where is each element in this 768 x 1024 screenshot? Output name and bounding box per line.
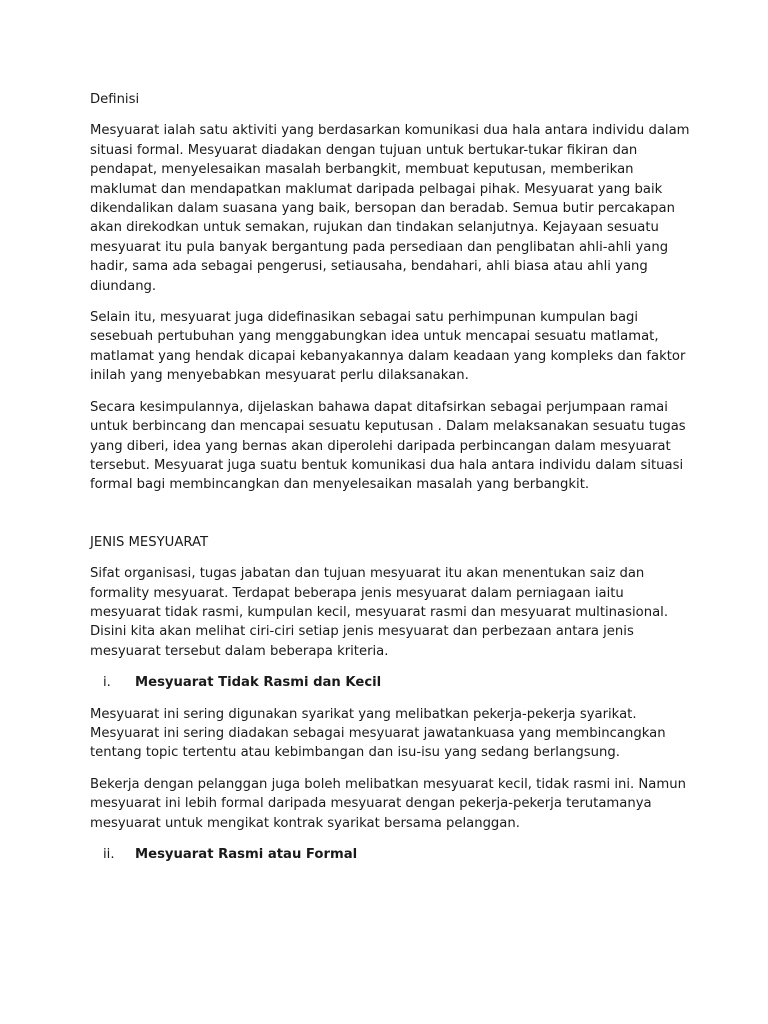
subheading-number: ii. bbox=[103, 847, 115, 862]
heading-jenis-mesyuarat: JENIS MESYUARAT bbox=[90, 534, 209, 550]
subheading-rasmi bbox=[90, 845, 690, 864]
paragraph-sifat-organisasi: Sifat organisasi, tugas jabatan dan tujuan mesyuarat itu akan menentukan saiz dan formality mesyuarat. Terdapat beberapa jenis mesyuarat dalam perniagaan iaitu mesyuarat tidak rasmi, kumpulan kecil, mesyuarat rasmi dan mesyuarat multinasional. Disini kita akan melihat ciri-ciri setiap jenis mesyuarat dan perbezaan antara jenis mesyuarat tersebut dalam beberapa kriteria. bbox=[90, 566, 669, 659]
subheading-number: i. bbox=[103, 675, 111, 691]
heading-definisi: Definisi bbox=[90, 92, 140, 107]
paragraph-kesimpulan: Secara kesimpulannya, dijelaskan bahawa dapat ditafsirkan sebagai perjumpaan ramai untuk berbincang dan mencapai sesuatu keputusan . Dalam melaksanakan sesuatu tugas yang diberi, idea yang bernas akan diperolehi daripada perbincangan dalam mesyuarat tersebut. Mesyuarat juga suatu bentuk komunikasi dua hala antara individu dalam situasi formal bagi membincangkan dan menyelesaikan masalah yang berbangkit. bbox=[90, 399, 686, 493]
paragraph-tidak-rasmi-1: Mesyuarat ini sering digunakan syarikat yang melibatkan pekerja-pekerja syarikat. Mesyuarat ini sering diadakan sebagai mesyuarat jawatankuasa yang membincangkan tentang topic tertentu atau kebimbangan dan isu-isu yang sedang berlangsung. bbox=[90, 706, 666, 761]
section-spacer bbox=[90, 507, 690, 533]
subheading-title: Mesyuarat Tidak Rasmi dan Kecil bbox=[135, 675, 382, 691]
paragraph-tidak-rasmi-2: Bekerja dengan pelanggan juga boleh melibatkan mesyuarat kecil, tidak rasmi ini. Namun mesyuarat ini lebih formal daripada mesyuarat dengan pekerja-pekerja terutamanya mesyuarat untuk mengikat kontrak syarikat bersama pelanggan. bbox=[90, 776, 686, 831]
paragraph-selain-itu: Selain itu, mesyuarat juga didefinasikan sebagai satu perhimpunan kumpulan bagi sesebuah pertubuhan yang menggabungkan idea untuk mencapai sesuatu matlamat, matlamat yang hendak dicapai kebanyakannya dalam keadaan yang kompleks dan faktor inilah yang menyebabkan mesyuarat perlu dilaksanakan. bbox=[90, 310, 686, 384]
paragraph-definition: Mesyuarat ialah satu aktiviti yang berdasarkan komunikasi dua hala antara individu dalam situasi formal. Mesyuarat diadakan dengan tujuan untuk bertukar-tukar fikiran dan pendapat, menyelesaikan masalah berbangkit, membuat keputusan, memberikan maklumat dan mendapatkan maklumat daripada pelbagai pihak. Mesyuarat yang baik dikendalikan dalam suasana yang baik, bersopan dan beradab. Semua butir percakapan akan direkodkan untuk semakan, rujukan dan tindakan selanjutnya. Kejayaan sesuatu mesyuarat itu pula banyak bergantung pada persediaan dan penglibatan ahli-ahli yang hadir, sama ada sebagai pengerusi, setiausaha, bendahari, ahli biasa atau ahli yang diundang. bbox=[90, 123, 690, 294]
document-page bbox=[90, 90, 690, 876]
subheading-title: Mesyuarat Rasmi atau Formal bbox=[135, 847, 358, 862]
subheading-tidak-rasmi bbox=[90, 673, 690, 692]
